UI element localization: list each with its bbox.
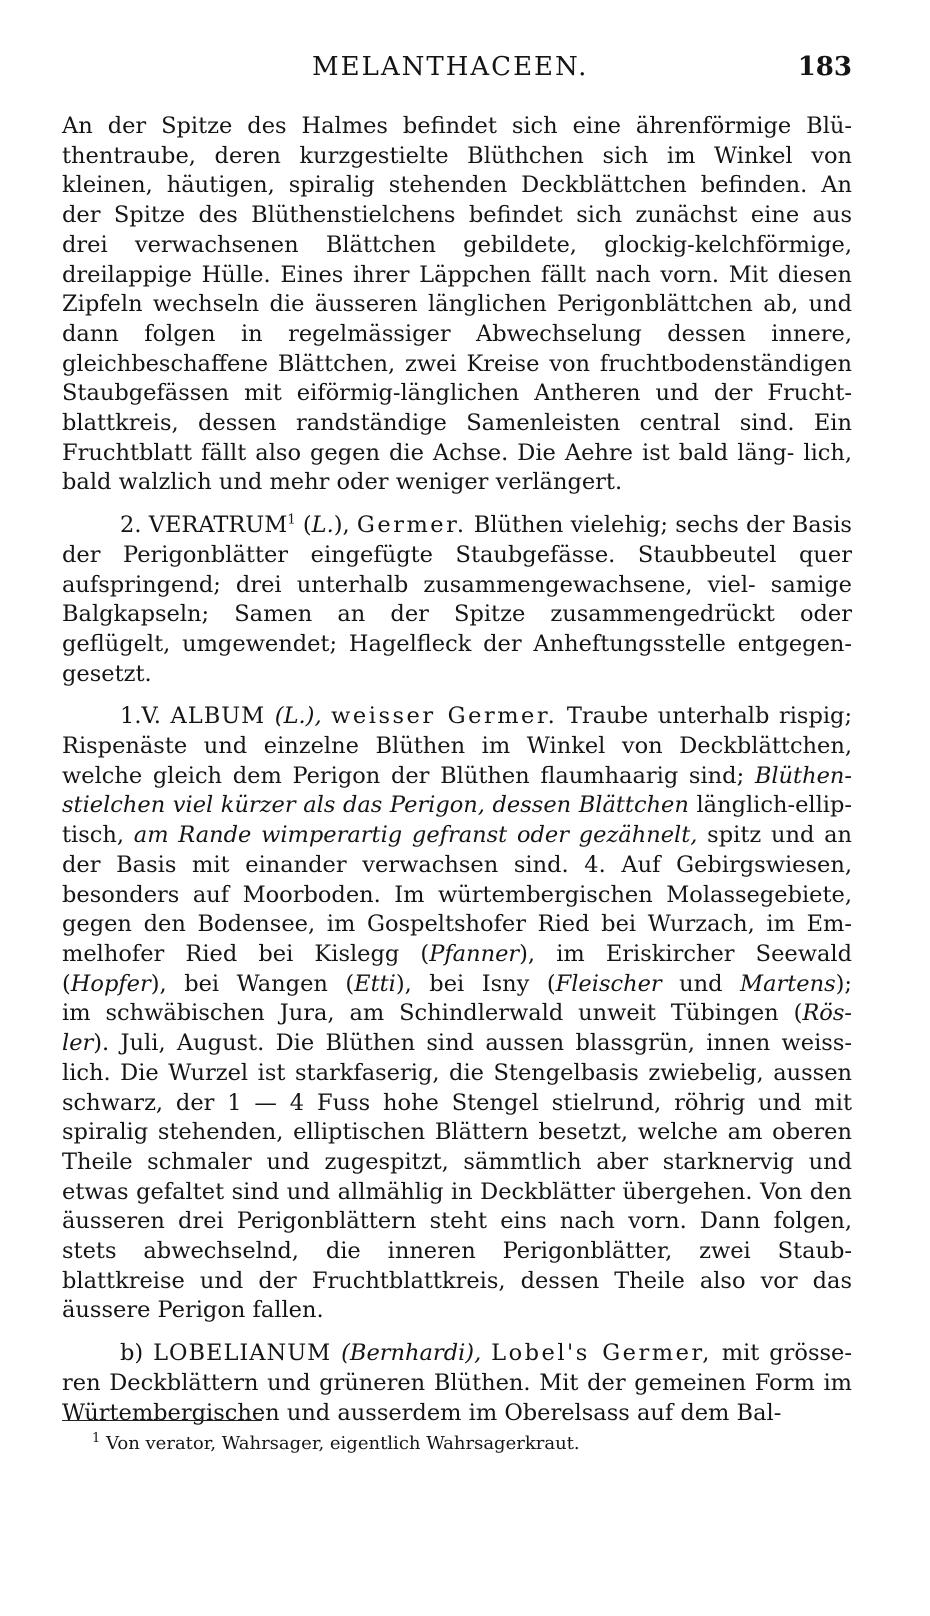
collector-name: ler <box>62 1030 94 1057</box>
genus-number: 2. <box>120 512 142 539</box>
species-name: ALBUM <box>170 703 266 730</box>
collector-name: Etti <box>354 970 396 997</box>
footnote-divider <box>62 1420 262 1421</box>
genus-common-name: Germer. <box>356 512 467 539</box>
variety-label: b) <box>120 1340 144 1367</box>
collector-name: Rös- <box>802 1000 852 1027</box>
variety-name: LOBELIANUM <box>153 1340 332 1367</box>
collector-name: Martens <box>740 970 836 997</box>
paragraph-veratrum-album: 1.V. ALBUM (L.), weisser Germer. Traube unterhalb rispig; Rispenäste und einzelne Blüthen im Winkel von Deckblättchen, welche gleich dem Perigon der Blüthen flaumhaarig sind; Blüthen- stielchen viel kürzer als das Perigon, dessen Blättchen länglich-ellip- tisch, am Rande wimperartig gefranst oder gezähnelt, spitz und an der Basis mit einander verwachsen sind. 4. Auf Gebirgswiesen, besonders auf Moorboden. Im würtembergischen Molassegebiete, gegen den Bodensee, im Gospeltshofer Ried bei Wurzach, im Em- melhofer Ried bei Kislegg (Pfanner), im Eriskircher Seewald (Hopfer), bei Wangen (Etti), bei Isny (Fleischer und Martens); im schwäbischen Jura, am Schindlerwald unweit Tübingen (Rös- ler). Juli, August. Die Blüthen sind aussen blassgrün, innen weiss- lich. Die Wurzel ist starkfaserig, die Stengelbasis zwiebelig, aussen schwarz, der 1 — 4 Fuss hohe Stengel stielrund, röhrig und mit spiralig stehenden, elliptischen Blättern besetzt, welche am oberen Theile schmaler und zugespitzt, sämmtlich aber starknervig und etwas gefaltet sind und allmählig in Deckblätter übergehen. Von den äusseren drei Perigonblättern steht eins nach vorn. Dann folgen, stets abwechselnd, die inneren Perigonblätter, zwei Staub- blattkreise und der Fruchtblattkreis, dessen Theile also vor das äussere Perigon fallen. <box>62 703 853 1324</box>
paragraph-lobelianum: b) LOBELIANUM (Bernhardi), Lobel's Germer, mit grösse- ren Deckblättern und grüneren Blüthen. Mit der gemeinen Form im Würtembergischen und ausserdem im Oberelsass auf dem Bal- <box>62 1340 852 1426</box>
paragraph-description: An der Spitze des Halmes befindet sich eine ährenförmige Blü- thentraube, deren kurzgestielte Blüthchen sich im Winkel von kleinen, häutigen, spiralig stehenden Deckblättchen befinden. An der Spitze des Blüthenstielchens befindet sich zunächst eine aus drei verwachsenen Blättchen gebildete, glockig-kelchförmige, dreilappige Hülle. Eines ihrer Läppchen fällt nach vorn. Mit diesen Zipfeln wechseln die äusseren länglichen Perigonblättchen ab, und dann folgen in regelmässiger Abwechselung dessen innere, gleichbeschaffene Blättchen, zwei Kreise von fruchtbodenständigen Staubgefässen mit eiförmig-länglichen Antheren und der Frucht- blattkreis, dessen randständige Samenleisten central sind. Ein Fruchtblatt fällt also gegen die Achse. Die Aehre ist bald läng- lich, bald walzlich und mehr oder weniger verlängert. <box>62 113 853 496</box>
footnote-reference: 1 <box>287 512 296 528</box>
variety-author: (Bernhardi), <box>341 1340 482 1367</box>
running-title: MELANTHACEEN. <box>312 52 589 82</box>
collector-name: Fleischer <box>555 970 662 997</box>
page-number: 183 <box>797 52 852 82</box>
main-text <box>62 112 852 1441</box>
collector-name: Pfanner <box>429 940 520 967</box>
footnote-text: Von verator, Wahrsager, eigentlich Wahrsagerkraut. <box>106 1433 580 1454</box>
collector-name: Hopfer <box>70 970 151 997</box>
running-header <box>62 52 852 86</box>
paragraph-veratrum-genus: 2. VERATRUM$^1$ (L.), Germer. Blüthen vielehig; sechs der Basis der Perigonblätter eingefügte Staubgefässe. Staubbeutel quer aufspringend; drei unterhalb zusammengewachsene, viel- samige Balgkapseln; Samen an der Spitze zusammengedrückt oder geflügelt, umgewendet; Hagelfleck der Anheftungsstelle entgegen- gesetzt. <box>62 512 852 687</box>
footnote-mark: 1 <box>92 1431 101 1446</box>
footnote <box>92 1432 580 1456</box>
species-author: (L.), <box>274 703 322 730</box>
genus-author: L. <box>311 512 334 539</box>
variety-common-name: Lobel's Germer, <box>491 1340 712 1367</box>
species-number: 1.V. <box>120 703 161 730</box>
species-common-name: weisser Germer. <box>331 703 558 730</box>
genus-name: VERATRUM <box>148 512 288 539</box>
